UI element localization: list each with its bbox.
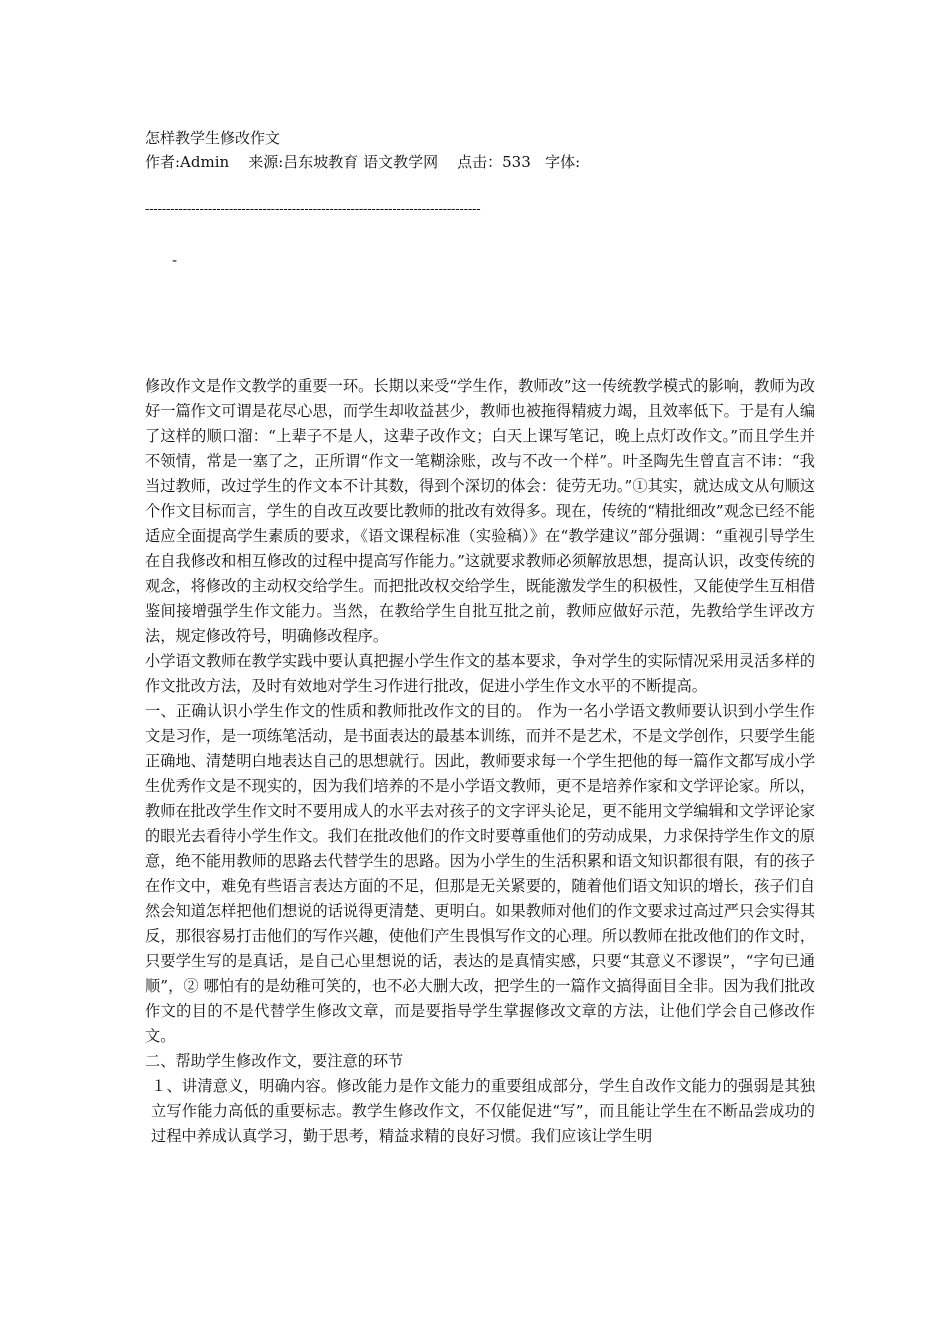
page-title: 怎样教学生修改作文 <box>145 129 281 147</box>
paragraph-intro: 修改作文是作文教学的重要一环。长期以来受“学生作，教师改”这一传统教学模式的影响，教师为改好一篇作文可谓是花尽心思，而学生却收益甚少，教师也被拖得精疲力竭，且效率低下。于是有人编了这样的顺口溜：“上辈子不是人，这辈子改作文；白天上课写笔记，晚上点灯改作文。”而且学生并不领情，常是一塞了之，正所谓“作文一笔糊涂账，改与不改一个样”。叶圣陶先生曾直言不讳：“我当过教师，改过学生的作文本不计其数，得到个深切的体会：徒劳无功。”①其实，就达成文从句顺这个作文目标而言，学生的自改互改要比教师的批改有效得多。现在，传统的“精批细改”观念已经不能适应全面提高学生素质的要求，《语文课程标准（实验稿）》在“教学建议”部分强调：“重视引导学生在自我修改和相互修改的过程中提高写作能力。”这就要求教师必须解放思想，提高认识，改变传统的观念，将修改的主动权交给学生。而把批改权交给学生，既能激发学生的积极性，又能使学生互相借鉴间接增强学生作文能力。当然，在教给学生自批互批之前，教师应做好示范，先教给学生评改方法，规定修改符号，明确修改程序。 <box>145 377 815 645</box>
article-meta: 作者:Admin 来源:吕东坡教育 语文教学网 点击：533 字体: <box>145 153 581 171</box>
paragraph-requirements: 小学语文教师在教学实践中要认真把握小学生作文的基本要求，争对学生的实际情况采用灵活多样的作文批改方法，及时有效地对学生习作进行批改，促进小学生作文水平的不断提高。 <box>145 652 815 695</box>
dash-mark: - <box>172 251 178 269</box>
section-heading-two: 二、帮助学生修改作文，要注意的环节 <box>145 1052 404 1070</box>
divider-line: -------------------------------------------------------------------------------- <box>145 202 481 217</box>
paragraph-section-one: 一、正确认识小学生作文的性质和教师批改作文的目的。 作为一名小学语文教师要认识到小学生作文是习作，是一项练笔活动，是书面表达的最基本训练，而并不是艺术，不是文学创作，只要学生能正确地、清楚明白地表达自己的思想就行。因此，教师要求每一个学生把他的每一篇作文都写成小学生优秀作文是不现实的，因为我们培养的不是小学语文教师，更不是培养作家和文学评论家。所以，教师在批改学生作文时不要用成人的水平去对孩子的文字评头论足，更不能用文学编辑和文学评论家的眼光去看待小学生作文。我们在批改他们的作文时要尊重他们的劳动成果，力求保持学生作文的原意，绝不能用教师的思路去代替学生的思路。因为小学生的生活积累和语文知识都很有限，有的孩子在作文中，难免有些语言表达方面的不足，但那是无关紧要的，随着他们语文知识的增长，孩子们自然会知道怎样把他们想说的话说得更清楚、更明白。如果教师对他们的作文要求过高过严只会实得其反，那很容易打击他们的写作兴趣，使他们产生畏惧写作文的心理。所以教师在批改他们的作文时，只要学生写的是真话，是自己心里想说的话，表达的是真情实感，只要“其意义不谬误”，“字句已通顺”，② 哪怕有的是幼稚可笑的，也不必大删大改，把学生的一篇作文搞得面目全非。因为我们批改作文的目的不是代替学生修改文章，而是要指导学生掌握修改文章的方法，让他们学会自己修改作文。 <box>145 702 815 1045</box>
article-body <box>145 374 815 1149</box>
paragraph-point-one: １、讲清意义，明确内容。修改能力是作文能力的重要组成部分，学生自改作文能力的强弱是其独立写作能力高低的重要标志。教学生修改作文，不仅能促进“写”，而且能让学生在不断品尝成功的过程中养成认真学习，勤于思考，精益求精的良好习惯。我们应该让学生明 <box>151 1077 815 1145</box>
